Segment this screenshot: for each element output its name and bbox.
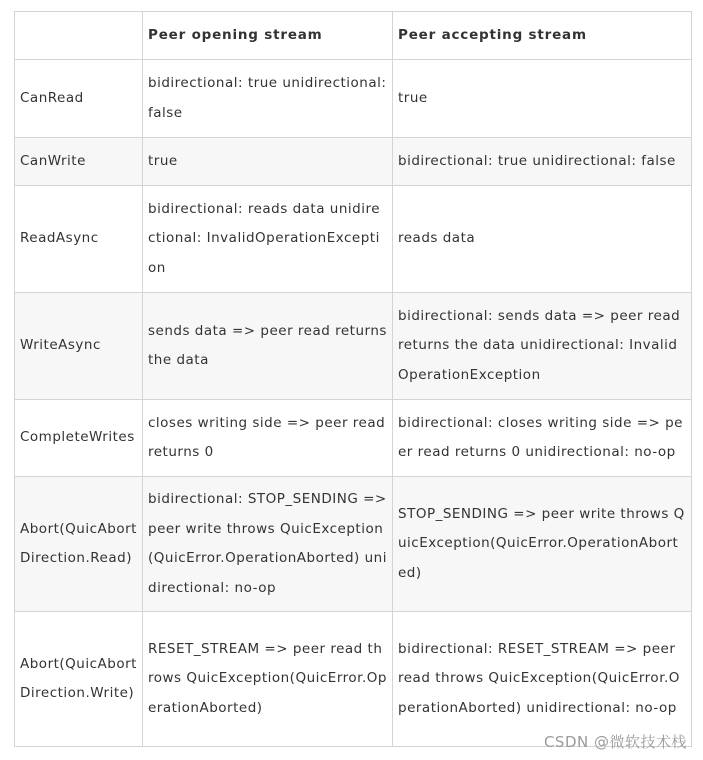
opening-cell: bidirectional: reads data unidirectional: InvalidOperationException	[143, 186, 393, 293]
table-row	[15, 477, 692, 612]
table-row	[15, 400, 692, 477]
opening-cell: RESET_STREAM => peer read throws QuicException(QuicError.OperationAborted)	[143, 612, 393, 747]
header-empty	[15, 12, 143, 60]
method-cell: CanWrite	[15, 138, 143, 186]
opening-cell: true	[143, 138, 393, 186]
opening-cell: sends data => peer read returns the data	[143, 293, 393, 400]
header-peer-accepting: Peer accepting stream	[393, 12, 692, 60]
accepting-cell: bidirectional: true unidirectional: false	[393, 138, 692, 186]
method-cell: ReadAsync	[15, 186, 143, 293]
table-row	[15, 612, 692, 747]
csdn-watermark: CSDN @微软技术栈	[543, 733, 687, 751]
accepting-cell: bidirectional: closes writing side => peer read returns 0 unidirectional: no-op	[393, 400, 692, 477]
method-cell: Abort(QuicAbortDirection.Write)	[15, 612, 143, 747]
method-cell: Abort(QuicAbortDirection.Read)	[15, 477, 143, 612]
header-peer-opening: Peer opening stream	[143, 12, 393, 60]
table-row	[15, 60, 692, 138]
stream-behavior-table	[14, 11, 692, 747]
method-cell: WriteAsync	[15, 293, 143, 400]
accepting-cell: bidirectional: sends data => peer read returns the data unidirectional: InvalidOperationException	[393, 293, 692, 400]
table-row	[15, 138, 692, 186]
opening-cell: bidirectional: STOP_SENDING => peer write throws QuicException(QuicError.OperationAborted) unidirectional: no-op	[143, 477, 393, 612]
accepting-cell: reads data	[393, 186, 692, 293]
method-cell: CanRead	[15, 60, 143, 138]
accepting-cell: true	[393, 60, 692, 138]
table-row	[15, 293, 692, 400]
opening-cell: bidirectional: true unidirectional: false	[143, 60, 393, 138]
table-row	[15, 186, 692, 293]
accepting-cell: STOP_SENDING => peer write throws QuicException(QuicError.OperationAborted)	[393, 477, 692, 612]
table-header-row	[15, 12, 692, 60]
method-cell: CompleteWrites	[15, 400, 143, 477]
opening-cell: closes writing side => peer read returns 0	[143, 400, 393, 477]
accepting-cell: bidirectional: RESET_STREAM => peer read throws QuicException(QuicError.OperationAborted) unidirectional: no-op	[393, 612, 692, 747]
